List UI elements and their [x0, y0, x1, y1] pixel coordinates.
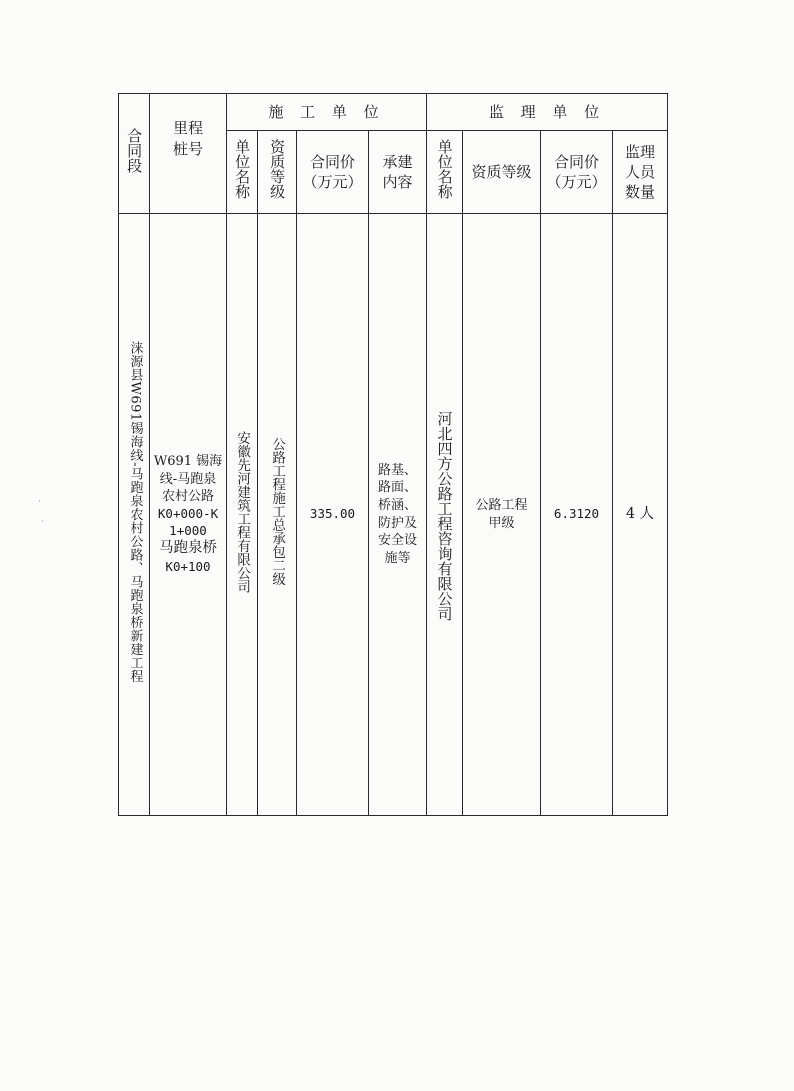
- scope-line-3: 桥涵、: [377, 497, 417, 513]
- contract-price-header: [297, 131, 369, 214]
- supervisor-qualification-line-2: 甲级: [488, 515, 515, 531]
- scope-line-1: 路基、: [377, 462, 417, 478]
- scope-header-line-2: 内容: [382, 173, 413, 191]
- segment-cell: [119, 214, 150, 816]
- contract-price-cell: 335.00: [297, 214, 369, 816]
- contractor-qualification-cell: [258, 214, 297, 816]
- supervision-price-header: [541, 131, 613, 214]
- staff-count-header-line-3: 数量: [624, 183, 655, 202]
- supervisor-name-header: 单位名称: [427, 131, 463, 214]
- contractor-name-header: 单位名称: [227, 131, 258, 214]
- staff-count-header-line-1: 监理: [624, 142, 655, 161]
- mileage-line-1: W691 锡海: [153, 454, 223, 470]
- scope-line-6: 施等: [384, 550, 411, 566]
- contractor-name-cell: [227, 214, 258, 816]
- scope-header-line-1: 承建: [382, 152, 413, 171]
- supervisor-name: 河北四方公路工程咨询有限公司: [435, 410, 454, 621]
- segment-header: 合同段: [119, 94, 150, 214]
- supervisor-qualification-header: 资质等级: [463, 131, 541, 214]
- scan-speck: ·: [41, 517, 44, 527]
- mileage-line-6: 马跑泉桥: [159, 540, 217, 557]
- contractor-name: 安徽先河建筑工程有限公司: [234, 430, 251, 593]
- supervisor-qualification-cell: [463, 214, 541, 816]
- construction-unit-group: 施 工 单 位: [227, 94, 427, 131]
- staff-count-header-line-2: 人员: [624, 162, 655, 181]
- contractor-qualification-header: 资质等级: [258, 131, 297, 214]
- mileage-line-7: K0+100: [165, 559, 211, 575]
- scan-speck: ·: [38, 497, 41, 507]
- contractor-qualification: 公路工程施工总承包二级: [269, 437, 286, 586]
- contract-info-sheet: [118, 93, 667, 815]
- mileage-header: [150, 94, 227, 214]
- scope-line-5: 安全设: [377, 533, 417, 549]
- mileage-line-5: 1+000: [169, 522, 207, 538]
- scope-line-4: 防护及: [377, 515, 417, 531]
- scope-cell: [369, 214, 427, 816]
- supervision-unit-group: 监 理 单 位: [427, 94, 668, 131]
- mileage-line-4: K0+000-K: [157, 505, 219, 521]
- supervision-price-header-line-2: （万元）: [546, 173, 607, 191]
- supervision-price-header-line-1: 合同价: [553, 152, 599, 171]
- supervisor-name-cell: [427, 214, 463, 816]
- mileage-line-2: 线-马跑泉: [159, 471, 217, 487]
- scope-header: [369, 131, 427, 214]
- segment-name: 涞源县W691锡海线-马跑泉农村公路、马跑泉桥新建工程: [127, 340, 143, 683]
- contract-price-header-line-1: 合同价: [309, 152, 355, 171]
- mileage-header-line-1: 里程: [172, 119, 203, 138]
- mileage-cell: [150, 214, 227, 816]
- supervisor-qualification-line-1: 公路工程: [475, 497, 528, 513]
- contract-table: [118, 93, 668, 816]
- staff-count-header: [613, 131, 668, 214]
- scope-line-2: 路面、: [377, 480, 417, 496]
- staff-count-cell: 4 人: [613, 214, 668, 816]
- supervision-price-cell: 6.3120: [541, 214, 613, 816]
- contract-price-header-line-2: （万元）: [302, 173, 363, 191]
- mileage-line-3: 农村公路: [161, 489, 214, 505]
- mileage-header-line-2: 桩号: [172, 139, 203, 158]
